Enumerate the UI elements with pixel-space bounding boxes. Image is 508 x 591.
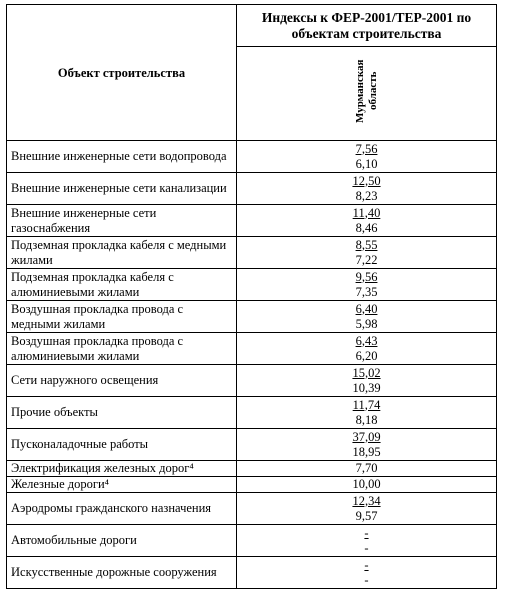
index-bottom: 9,57 (355, 508, 378, 523)
index-top: 7,56 (355, 141, 378, 156)
index-cell (237, 397, 497, 429)
index-value: 10,00 (237, 477, 497, 493)
index-top: 12,50 (352, 173, 381, 188)
object-name: Искусственные дорожные сооружения (7, 557, 237, 589)
table-row (7, 557, 497, 589)
column-title: Индексы к ФЕР-2001/ТЕР-2001 по объектам строительства (237, 5, 497, 47)
object-name: Прочие объекты (7, 397, 237, 429)
object-name: Внешние инженерные сети водопровода (7, 141, 237, 173)
table-row (7, 269, 497, 301)
region-header (237, 47, 497, 141)
table-row (7, 141, 497, 173)
index-cell (237, 141, 497, 173)
table-row (7, 365, 497, 397)
table-row (7, 397, 497, 429)
object-name: Аэродромы гражданского назначения (7, 493, 237, 525)
table-row (7, 493, 497, 525)
table-row (7, 461, 497, 477)
object-header: Объект строительства (7, 5, 237, 141)
object-name: Пусконаладочные работы (7, 429, 237, 461)
table-row (7, 477, 497, 493)
index-top: 8,55 (355, 237, 378, 252)
index-top: 6,43 (355, 333, 378, 348)
index-bottom: - (364, 540, 369, 555)
index-cell (237, 429, 497, 461)
index-bottom: 8,18 (355, 412, 378, 427)
object-name: Железные дороги⁴ (7, 477, 237, 493)
index-bottom: 10,39 (352, 380, 381, 395)
index-bottom: 18,95 (352, 444, 381, 459)
object-name: Воздушная прокладка провода с медными жилами (7, 301, 237, 333)
index-top: 12,34 (352, 493, 381, 508)
object-name: Внешние инженерные сети газоснабжения (7, 205, 237, 237)
index-cell (237, 205, 497, 237)
index-bottom: 7,35 (355, 284, 378, 299)
object-name: Электрификация железных дорог⁴ (7, 461, 237, 477)
index-bottom: 6,10 (355, 156, 378, 171)
index-cell (237, 365, 497, 397)
index-top: - (364, 557, 369, 572)
object-name: Воздушная прокладка провода с алюминиевыми жилами (7, 333, 237, 365)
table-row (7, 333, 497, 365)
index-cell (237, 557, 497, 589)
index-cell (237, 173, 497, 205)
index-top: 11,74 (352, 397, 381, 412)
table-row (7, 429, 497, 461)
index-cell (237, 493, 497, 525)
index-top: 6,40 (355, 301, 378, 316)
index-cell (237, 237, 497, 269)
table-row (7, 525, 497, 557)
index-top: 37,09 (352, 429, 381, 444)
index-bottom: 6,20 (355, 348, 378, 363)
object-name: Внешние инженерные сети канализации (7, 173, 237, 205)
object-name: Подземная прокладка кабеля с медными жилами (7, 237, 237, 269)
index-top: 9,56 (355, 269, 378, 284)
index-value: 7,70 (237, 461, 497, 477)
index-top: 11,40 (352, 205, 381, 220)
object-name: Сети наружного освещения (7, 365, 237, 397)
index-bottom: - (364, 572, 369, 587)
index-bottom: 8,23 (355, 188, 378, 203)
table-row (7, 301, 497, 333)
object-name: Подземная прокладка кабеля с алюминиевыми жилами (7, 269, 237, 301)
index-bottom: 7,22 (355, 252, 378, 267)
table-row (7, 173, 497, 205)
index-table (6, 4, 497, 589)
region-label: Мурманская область (353, 59, 379, 123)
table-row (7, 205, 497, 237)
index-cell (237, 525, 497, 557)
index-top: - (364, 525, 369, 540)
object-name: Автомобильные дороги (7, 525, 237, 557)
index-cell (237, 269, 497, 301)
index-cell (237, 333, 497, 365)
index-cell (237, 301, 497, 333)
index-bottom: 5,98 (355, 316, 378, 331)
index-top: 15,02 (352, 365, 381, 380)
index-bottom: 8,46 (355, 220, 378, 235)
table-row (7, 237, 497, 269)
